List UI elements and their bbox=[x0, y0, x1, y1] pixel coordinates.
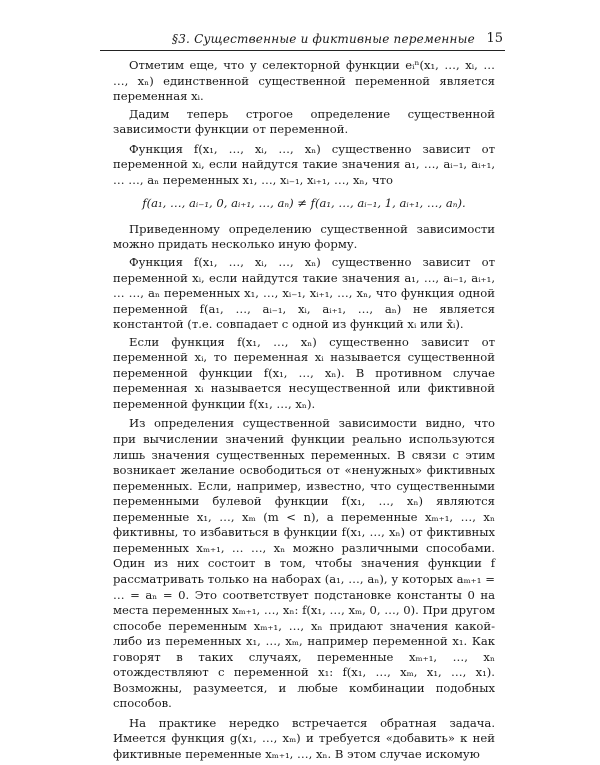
text-body bbox=[113, 58, 495, 765]
paragraph: Если функция f(x₁, …, xₙ) существенно зависит от переменной xᵢ, то переменная xᵢ называется существенной переменной функции f(x₁, …, xₙ). В противном случае переменная xᵢ называется несущественной или фиктивной переменной функции f(x₁, …, xₙ). bbox=[113, 334, 495, 411]
section-title: §3. Существенные и фиктивные переменные bbox=[172, 32, 475, 46]
paragraph: Дадим теперь строгое определение существенной зависимости функции от переменной. bbox=[113, 106, 495, 137]
display-formula: f(a₁, …, aᵢ₋₁, 0, aᵢ₊₁, …, aₙ) ≠ f(a₁, …, aᵢ₋₁, 1, aᵢ₊₁, …, aₙ). bbox=[142, 196, 466, 211]
paragraph: Из определения существенной зависимости видно, что при вычислении значений функции реально используются лишь значения существенных переменных. В связи с этим возникает желание освободиться от «ненужных» фиктивных переменных. Если, например, известно, что существенными переменными булевой функции f(x₁, …, xₙ) являются переменные x₁, …, xₘ (m < n), а переменные xₘ₊₁, …, xₙ фиктивны, то избавиться в функции f(x₁, …, xₙ) от фиктивных переменных xₘ₊₁, … …, xₙ можно различными способами. Один из них состоит в том, чтобы значения функции f рассматривать только на наборах (a₁, …, aₙ), у которых aₘ₊₁ = … = aₙ = 0. Это соответствует подстановке константы 0 на места переменных xₘ₊₁, …, xₙ: f(x₁, …, xₘ, 0, …, 0). При другом способе переменным xₘ₊₁, …, xₙ придают значения какой-либо из переменных x₁, …, xₘ, например переменной x₁. Как говорят в таких случаях, переменные xₘ₊₁, …, xₙ отождествляют с переменной x₁: f(x₁, …, xₘ, x₁, …, x₁). Возможны, разумеется, и любые комбинации подобных способов. bbox=[113, 416, 495, 711]
paragraph: На практике нередко встречается обратная задача. Имеется функция g(x₁, …, xₘ) и требуется «добавить» к ней фиктивные переменные xₘ₊₁, …, xₙ. В этом случае искомую bbox=[113, 715, 495, 761]
definition-paragraph: Функция f(x₁, …, xᵢ, …, xₙ) существенно зависит от переменной xᵢ, если найдутся такие значения a₁, …, aᵢ₋₁, aᵢ₊₁, … …, aₙ переменных x₁, …, xᵢ₋₁, xᵢ₊₁, …, xₙ, что bbox=[113, 141, 495, 187]
running-header bbox=[100, 28, 505, 51]
definition-paragraph: Функция f(x₁, …, xᵢ, …, xₙ) существенно зависит от переменной xᵢ, если найдутся такие значения a₁, …, aᵢ₋₁, aᵢ₊₁, … …, aₙ переменных x₁, …, xᵢ₋₁, xᵢ₊₁, …, xₙ, что функция одной переменной f(a₁, …, aᵢ₋₁, xᵢ, aᵢ₊₁, …, aₙ) не является константой (т.е. совпадает с одной из функций xᵢ или x̄ᵢ). bbox=[113, 255, 495, 332]
paragraph: Отметим еще, что у селекторной функции eᵢⁿ(x₁, …, xᵢ, … …, xₙ) единственной существенной переменной является переменная xᵢ. bbox=[113, 58, 495, 104]
page-number: 15 bbox=[486, 31, 503, 46]
paragraph: Приведенному определению существенной зависимости можно придать несколько иную форму. bbox=[113, 221, 495, 252]
